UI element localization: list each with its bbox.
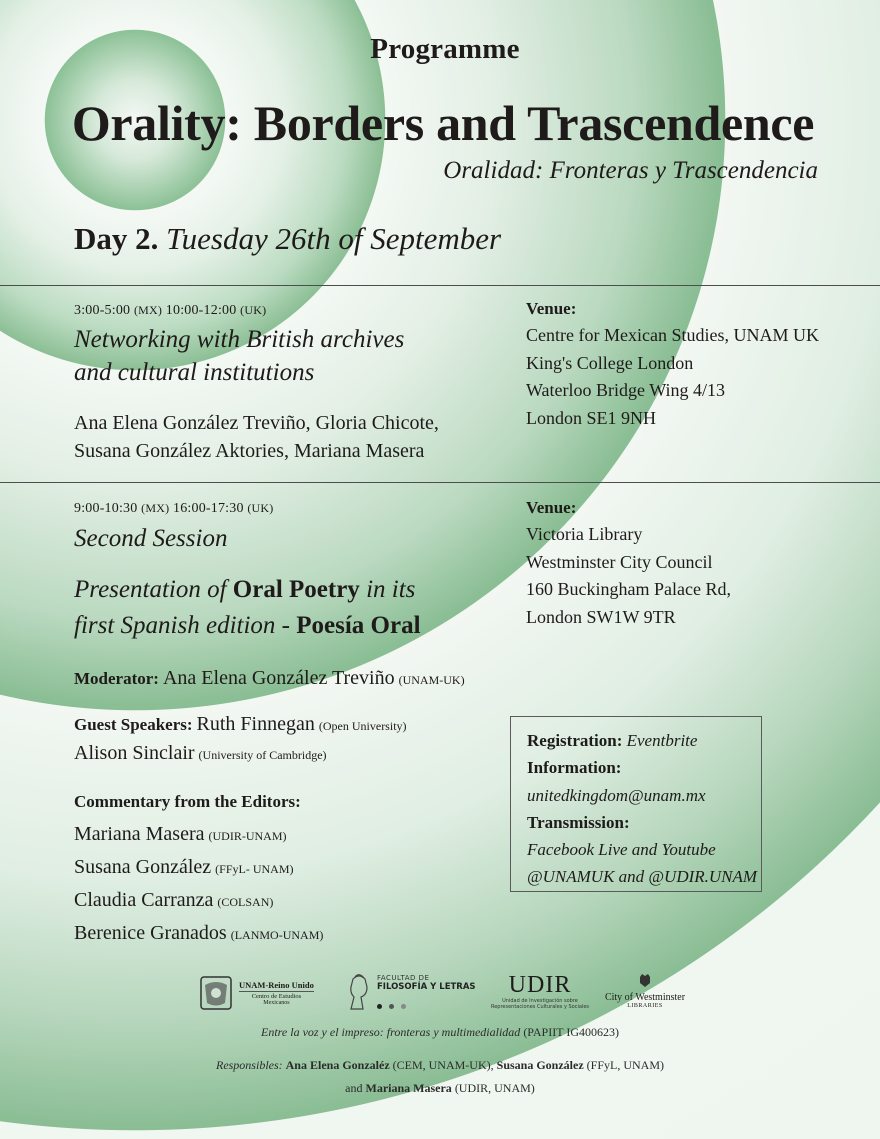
ffyl-logo (345, 973, 476, 1013)
editors-label: Commentary from the Editors: (74, 792, 301, 811)
mx-tag: (MX) (133, 303, 163, 317)
unam-logo (199, 975, 314, 1011)
time-mx: 3:00-5:00 (74, 303, 131, 318)
time-mx: 9:00-10:30 (74, 501, 138, 516)
day-label: Day 2. (74, 221, 159, 256)
project-line (0, 1025, 880, 1040)
affiliation: (University of Cambridge) (198, 748, 327, 762)
venue-label: Venue: (526, 498, 577, 517)
book-title-spanish: Poesía Oral (296, 612, 421, 639)
participants-line2: Susana González Aktories, Mariana Masera (74, 440, 425, 462)
guest-speakers (74, 713, 407, 765)
venue-line: Centre for Mexican Studies, UNAM UK (526, 325, 819, 345)
session1-participants (74, 409, 439, 465)
mx-tag: (MX) (141, 501, 170, 515)
udir-logo-line2: Representaciones Culturales y Sociales (490, 1004, 590, 1010)
venue-line: London SE1 9NH (526, 407, 656, 428)
responsible-name: Mariana Masera (365, 1081, 452, 1095)
ffyl-dots (377, 994, 476, 1013)
udir-wordmark: UDIR (508, 972, 572, 998)
event-subtitle-spanish: Oralidad: Fronteras y Trascendencia (443, 157, 818, 184)
westminster-crest-icon (638, 974, 652, 987)
transmission-handles: @UNAMUK and @UDIR.UNAM (527, 867, 758, 887)
session2-title: Second Session (74, 525, 228, 552)
presentation-part: Presentation of (74, 576, 227, 603)
divider-middle (0, 482, 880, 483)
udir-logo (475, 972, 605, 1010)
uk-tag: (UK) (240, 303, 267, 317)
presentation-title (74, 572, 421, 644)
unam-logo-line2: Centro de Estudios (251, 993, 302, 1000)
responsibles-line2 (0, 1081, 880, 1096)
unam-logo-line3: Mexicanos (263, 1000, 290, 1006)
contact-email[interactable]: unitedkingdom@unam.mx (527, 785, 706, 805)
session2-time (74, 501, 273, 517)
venue-line: London SW1W 9TR (526, 606, 676, 627)
session1-title-line2: and cultural institutions (74, 359, 315, 386)
venue-line: King's College London (526, 352, 694, 373)
venue-line: Victoria Library (526, 524, 643, 544)
transmission-platforms: Facebook Live and Youtube (527, 840, 716, 860)
day-heading (74, 221, 501, 257)
responsible-affiliation: (FFyL, UNAM) (586, 1058, 664, 1072)
editor-item (74, 852, 323, 885)
presentation-part: first Spanish edition - (74, 612, 290, 639)
conjunction: and (345, 1081, 363, 1095)
day-date: Tuesday 26th of September (166, 221, 502, 256)
responsible-affiliation: (UDIR, UNAM) (454, 1081, 535, 1095)
editor-item (74, 918, 323, 951)
venue-line: Westminster City Council (526, 551, 713, 572)
venue-label: Venue: (526, 299, 577, 318)
editors-commentary (74, 792, 323, 951)
affiliation: (UNAM-UK) (398, 673, 465, 687)
session1-title (74, 323, 404, 389)
time-uk: 10:00-12:00 (165, 303, 237, 318)
transmission-label: Transmission: (527, 812, 630, 832)
moderator-label: Moderator: (74, 669, 159, 688)
programme-heading: Programme (370, 33, 520, 65)
udir-logo-line1: Unidad de Investigación sobre (502, 998, 578, 1004)
moderator-name: Ana Elena González Treviño (162, 667, 395, 689)
participants-line1: Ana Elena González Treviño, Gloria Chicote, (74, 412, 439, 434)
affiliation: (FFyL- UNAM) (215, 862, 294, 876)
divider-top (0, 285, 880, 286)
westminster-logo (600, 974, 690, 1009)
moderator (74, 667, 465, 690)
event-title: Orality: Borders and Trascendence (71, 95, 815, 151)
responsibles-line (0, 1058, 880, 1073)
registration-info-box (510, 716, 762, 892)
westminster-logo-line1: City of Westminster (604, 992, 686, 1003)
affiliation: (Open University) (318, 719, 407, 733)
uk-tag: (UK) (247, 501, 274, 515)
registration-link[interactable]: Eventbrite (626, 731, 698, 750)
time-uk: 16:00-17:30 (173, 501, 244, 516)
responsible-name: Susana González (496, 1058, 584, 1072)
responsible-affiliation: (CEM, UNAM-UK), (392, 1058, 494, 1072)
speaker-name: Ruth Finnegan (196, 713, 315, 735)
venue-line: 160 Buckingham Palace Rd, (526, 579, 731, 599)
responsibles-label: Responsibles: (215, 1058, 283, 1072)
affiliation: (LANMO-UNAM) (230, 928, 324, 942)
unam-crest-icon (199, 975, 233, 1011)
venue-line: Waterloo Bridge Wing 4/13 (526, 380, 725, 400)
responsible-name: Ana Elena Gonzaléz (285, 1058, 390, 1072)
information-label: Information: (527, 758, 622, 778)
affiliation: (COLSAN) (217, 895, 274, 909)
session1-title-line1: Networking with British archives (74, 326, 405, 353)
project-code: (PAPIIT IG400623) (523, 1025, 619, 1039)
editor-name: Mariana Masera (74, 823, 205, 845)
session1-venue (526, 299, 819, 432)
unam-logo-line1: UNAM-Reino Unido (239, 980, 314, 990)
ffyl-logo-line2: FILOSOFÍA Y LETRAS (377, 981, 476, 992)
speaker-name: Alison Sinclair (74, 742, 195, 764)
presentation-part: in its (366, 576, 416, 603)
guest-speakers-label: Guest Speakers: (74, 715, 193, 734)
editor-name: Claudia Carranza (74, 889, 214, 911)
editor-item (74, 885, 323, 918)
westminster-logo-line2: LIBRARIES (627, 1003, 663, 1009)
registration-label: Registration: (527, 731, 623, 750)
editor-item (74, 819, 323, 852)
project-title: Entre la voz y el impreso: fronteras y multimedialidad (261, 1025, 521, 1039)
ffyl-logo-line1: FACULTAD DE (377, 973, 430, 982)
athena-helmet-icon (345, 973, 373, 1013)
editor-name: Susana González (74, 856, 212, 878)
session2-venue (526, 498, 731, 631)
book-title: Oral Poetry (232, 576, 360, 603)
affiliation: (UDIR-UNAM) (208, 829, 287, 843)
editor-name: Berenice Granados (74, 922, 227, 944)
session1-time (74, 303, 266, 319)
